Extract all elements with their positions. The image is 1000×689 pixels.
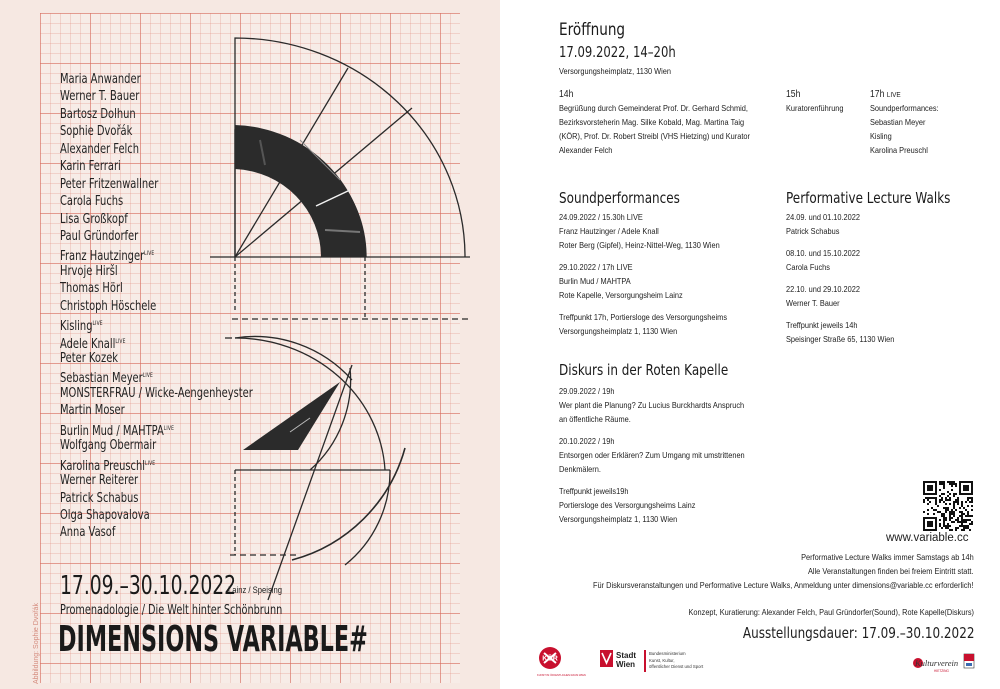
- text-line: Treffpunkt jeweils19h: [559, 486, 629, 496]
- artist-name-text: Carola Fuchs: [60, 194, 124, 210]
- soundperformances-heading: Soundperformances: [559, 189, 680, 207]
- artist-name: [60, 176, 253, 193]
- artist-name-text: Patrick Schabus: [60, 490, 139, 506]
- live-tag: LIVE: [145, 459, 156, 467]
- artist-name: [60, 193, 253, 210]
- text-line: Franz Hautzinger / Adele Knall: [559, 226, 659, 236]
- live-tag: LIVE: [163, 424, 175, 432]
- text-line: 29.09.2022 / 19h: [559, 386, 615, 396]
- opening-heading: Eröffnung: [559, 20, 626, 40]
- koer-logo: [536, 644, 586, 685]
- kulturverein-subtext: HIETZING: [934, 669, 949, 673]
- artist-name: [60, 71, 253, 88]
- event-block: [559, 434, 745, 476]
- artist-name-text: Martin Moser: [60, 403, 125, 419]
- artist-name-text: Paul Gründorfer: [60, 228, 139, 244]
- exhibition-subtitle: Promenadologie / Die Welt hinter Schönbrunn: [60, 602, 283, 618]
- text-line: Kuratorenführung: [786, 103, 844, 113]
- opening-col2-text: [786, 101, 844, 115]
- stadt-wien-logo-icon: [600, 648, 640, 674]
- event-block: [786, 318, 894, 346]
- stadt-wien-logo: [600, 648, 640, 679]
- soundperformances-text: [559, 210, 727, 346]
- text-line: 29.10.2022 / 17h LIVE: [559, 262, 633, 272]
- live-tag: LIVE: [92, 320, 103, 328]
- bundesministerium-logo: [644, 650, 714, 681]
- text-line: Karolina Preuschl: [870, 145, 928, 155]
- text-line: Portiersloge des Versorgungsheims Lainz: [559, 500, 696, 510]
- text-line: 24.09. und 01.10.2022: [786, 212, 860, 222]
- artist-name: [60, 490, 253, 507]
- opening-venue: Versorgungsheimplatz, 1130 Wien: [559, 66, 672, 76]
- artist-name-text: MONSTERFRAU / Wicke-Aengenheyster: [60, 385, 253, 401]
- artist-name: [60, 350, 253, 367]
- diskurs-text: [559, 384, 745, 534]
- text-line: Wer plant die Planung? Zu Lucius Burckhardts Anspruch: [559, 400, 745, 410]
- text-line: Rote Kapelle, Versorgungsheim Lainz: [559, 290, 683, 300]
- artist-name: [60, 315, 253, 335]
- event-block: [786, 210, 894, 238]
- artist-name: [60, 367, 253, 387]
- opening-col1-time: 14h: [559, 89, 574, 100]
- artist-name: [60, 211, 253, 228]
- artist-name-text: Burlin Mud / MAHTPA: [60, 423, 164, 439]
- artist-name-text: Sebastian Meyer: [60, 371, 143, 387]
- text-line: 20.10.2022 / 19h: [559, 436, 615, 446]
- artist-name-text: Anna Vasof: [60, 525, 116, 541]
- artist-name-text: Alexander Felch: [60, 141, 140, 157]
- text-line: (KÖR), Prof. Dr. Robert Streibl (VHS Hietzing) und Kurator: [559, 131, 750, 141]
- artist-name: [60, 106, 253, 123]
- event-block: [786, 246, 894, 274]
- website-link[interactable]: www.variable.cc: [886, 532, 969, 544]
- text-line: Speisinger Straße 65, 1130 Wien: [786, 334, 895, 344]
- text-line: Patrick Schabus: [786, 226, 840, 236]
- artist-name-text: Kisling: [60, 319, 93, 335]
- artist-name: [60, 245, 253, 265]
- bundesministerium-logo-icon: [644, 650, 714, 676]
- event-block: [786, 282, 894, 310]
- artist-name: [60, 385, 253, 402]
- text-line: Soundperformances:: [870, 103, 939, 113]
- koer-logo-subtext: KUNST IM ÖFFENTLICHEN RAUM WIEN: [537, 674, 586, 677]
- artist-name-text: Peter Kozek: [60, 351, 119, 366]
- artist-name: [60, 123, 253, 140]
- artist-name-text: Werner Reiterer: [60, 473, 139, 489]
- artist-list: [60, 71, 321, 542]
- artist-name-text: Maria Anwander: [60, 72, 141, 87]
- kulturverein-logo-icon: [912, 654, 982, 680]
- qr-code-icon[interactable]: [923, 481, 973, 531]
- text-line: 24.09.2022 / 15.30h LIVE: [559, 212, 643, 222]
- bm-line-2: Kunst, Kultur,: [649, 658, 675, 663]
- text-line: Denkmälern.: [559, 464, 601, 474]
- text-line: Begrüßung durch Gemeinderat Prof. Dr. Gerhard Schmid,: [559, 103, 748, 113]
- koer-logo-icon: [536, 644, 586, 680]
- event-block: [559, 484, 745, 526]
- artist-name: [60, 455, 253, 472]
- text-line: Carola Fuchs: [786, 262, 830, 272]
- live-tag: LIVE: [886, 90, 901, 99]
- artist-name-text: Sophie Dvořák: [60, 124, 133, 140]
- note-walks: Performative Lecture Walks immer Samstags ab 14h: [801, 552, 974, 562]
- artist-name: [60, 88, 253, 105]
- exhibition-title: DIMENSIONS VARIABLE#: [58, 619, 368, 660]
- kulturverein-text: Kulturverein: [915, 658, 959, 668]
- event-block: [559, 384, 745, 426]
- diskurs-heading: Diskurs in der Roten Kapelle: [559, 361, 729, 379]
- artist-name-text: Thomas Hörl: [60, 281, 123, 297]
- image-credit: Abbildung: Sophie Dvořák: [33, 603, 40, 684]
- exhibition-location: Lainz / Speising: [228, 585, 283, 595]
- opening-col3-time: [870, 88, 901, 102]
- note-free-entry: Alle Veranstaltungen finden bei freiem Eintritt statt.: [808, 566, 974, 576]
- text-line: an öffentliche Räume.: [559, 414, 631, 424]
- text-line: Sebastian Meyer: [870, 117, 926, 127]
- artist-name-text: Peter Fritzenwallner: [60, 176, 159, 192]
- event-block: [559, 310, 727, 338]
- text-line: Roter Berg (Gipfel), Heinz-Nittel-Weg, 1130 Wien: [559, 240, 720, 250]
- text-line: Versorgungsheimplatz 1, 1130 Wien: [559, 514, 678, 524]
- artist-name: [60, 507, 253, 524]
- text-line: 08.10. und 15.10.2022: [786, 248, 860, 258]
- exhibition-dates: 17.09.–30.10.2022: [60, 571, 237, 601]
- artist-name: [60, 158, 253, 175]
- artist-name-text: Franz Hautzinger: [60, 249, 145, 265]
- artist-name-text: Hrvoje Hiršl: [60, 263, 118, 279]
- opening-date: 17.09.2022, 14–20h: [559, 43, 676, 61]
- live-tag: LIVE: [142, 372, 153, 380]
- concept-credit: Konzept, Kuratierung: Alexander Felch, Paul Gründorfer(Sound), Rote Kapelle(Diskurs): [688, 607, 974, 617]
- lecture-walks-text: [786, 210, 894, 354]
- artist-name-text: Wolfgang Obermair: [60, 438, 157, 454]
- program-panel: [500, 0, 1000, 689]
- lecture-walks-heading: Performative Lecture Walks: [786, 189, 951, 207]
- artist-name-text: Lisa Großkopf: [60, 211, 128, 227]
- artist-name-text: Werner T. Bauer: [60, 89, 140, 105]
- text-line: 22.10. und 29.10.2022: [786, 284, 860, 294]
- text-line: Treffpunkt jeweils 14h: [786, 320, 858, 330]
- artist-name-text: Karin Ferrari: [60, 159, 121, 175]
- artist-name: [60, 228, 253, 245]
- text-line: Alexander Felch: [559, 145, 613, 155]
- opening-col3-text: [870, 101, 939, 157]
- text-line: Kisling: [870, 131, 892, 141]
- exhibition-duration: Ausstellungsdauer: 17.09.–30.10.2022: [742, 624, 974, 642]
- artist-name: [60, 263, 253, 280]
- live-tag: LIVE: [144, 250, 155, 258]
- bm-line-1: Bundesministerium: [649, 651, 686, 656]
- artist-name-text: Adele Knall: [60, 336, 116, 352]
- stadt-text: Stadt: [616, 651, 636, 660]
- artist-name-text: Karolina Preuschl: [60, 458, 146, 474]
- event-block: [559, 210, 727, 252]
- event-block: [559, 260, 727, 302]
- text-line: Versorgungsheimplatz 1, 1130 Wien: [559, 326, 678, 336]
- note-registration: Für Diskursveranstaltungen und Performative Lecture Walks, Anmeldung unter dimensions@variable.cc erforderlich!: [593, 580, 974, 590]
- artist-name: [60, 333, 253, 350]
- artist-name-text: Olga Shapovalova: [60, 507, 150, 523]
- artist-name: [60, 524, 253, 541]
- artist-name: [60, 402, 253, 419]
- text-line: Burlin Mud / MAHTPA: [559, 276, 631, 286]
- artist-name-text: Christoph Höschele: [60, 298, 157, 314]
- text-line: Werner T. Bauer: [786, 298, 840, 308]
- opening-col2-time: 15h: [786, 89, 801, 100]
- live-tag: LIVE: [115, 337, 126, 345]
- kulturverein-logo: [912, 654, 982, 685]
- artist-name: [60, 141, 253, 158]
- text-line: Bezirksvorsteherin Mag. Silke Kobald, Mag. Martina Taig: [559, 117, 745, 127]
- koer-logo-text: KÖR: [542, 655, 558, 663]
- artist-name: [60, 437, 253, 454]
- wien-text: Wien: [616, 660, 636, 669]
- artist-name: [60, 472, 253, 489]
- artist-name: [60, 420, 253, 437]
- opening-col3-time-value: 17h: [870, 89, 885, 100]
- opening-col1-text: [559, 101, 750, 157]
- artist-name: [60, 280, 253, 297]
- text-line: Entsorgen oder Erklären? Zum Umgang mit umstrittenen: [559, 450, 745, 460]
- artist-name: [60, 298, 253, 315]
- artist-name-text: Bartosz Dolhun: [60, 106, 136, 122]
- text-line: Treffpunkt 17h, Portiersloge des Versorgungsheims: [559, 312, 728, 322]
- bm-line-3: öffentlicher Dienst und Sport: [649, 664, 704, 669]
